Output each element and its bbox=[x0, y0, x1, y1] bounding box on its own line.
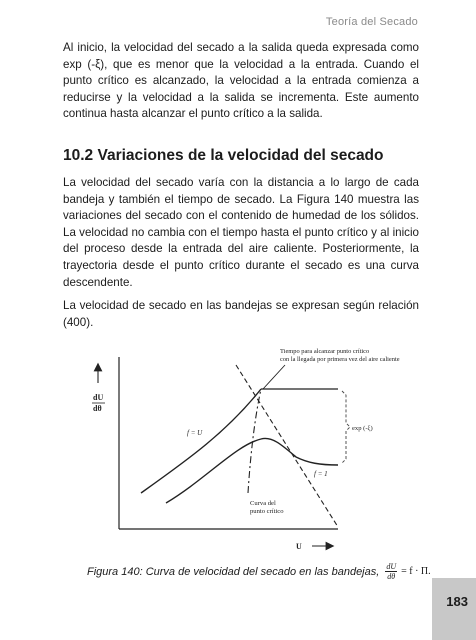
label-exp: exp (-ξ) bbox=[352, 425, 373, 432]
caption-formula bbox=[385, 562, 430, 581]
paragraph-variation: La velocidad del secado varía con la distancia a lo largo de cada bandeja y también el tiempo de secado. La Figura 140 muestra las variaciones del secado con el contenido de humedad de los sólidos. La velocidad no cambia con el tiempo hasta el punto crítico y al inicio del proceso desde la entrada del aire caliente. Posteriormente, la trayectoria desde el punto crítico durante el secado es una curva descendente. bbox=[63, 175, 419, 289]
formula-fraction bbox=[385, 562, 397, 581]
figure-140 bbox=[86, 343, 400, 557]
annotation-time-line2: con la llegada por primera vez del aire caliente bbox=[280, 356, 400, 363]
formula-rhs: = f · Π. bbox=[401, 566, 431, 577]
x-axis-label: U bbox=[296, 542, 302, 551]
label-critical-line1: Curva del bbox=[250, 500, 276, 507]
paragraph-relation: La velocidad de secado en las bandejas se expresan según relación (400). bbox=[63, 299, 419, 329]
formula-denominator: dθ bbox=[387, 572, 396, 581]
label-critical-line2: punto crítico bbox=[250, 508, 284, 515]
page-number: 183 bbox=[446, 594, 468, 609]
page-content bbox=[63, 40, 419, 338]
annotation-time-line1: Tiempo para alcanzar punto crítico bbox=[280, 348, 370, 355]
figure-caption bbox=[87, 562, 431, 581]
annotation-pointer bbox=[263, 365, 285, 389]
caption-text: Figura 140: Curva de velocidad del secado en las bandejas, bbox=[87, 565, 380, 578]
intro-paragraph: Al inicio, la velocidad del secado a la salida queda expresada como exp (-ξ), que es menor que la velocidad a la entrada. Cuando el punto crítico es alcanzado, la velocidad a la entrada comienza a reducirse y la velocidad a la salida se incrementa. Este aumento continua hasta alcanzar el punto crítico a la salida. bbox=[63, 41, 419, 121]
label-f-equals-1: f = 1 bbox=[314, 470, 328, 478]
y-axis-label-num: dU bbox=[93, 393, 104, 402]
section-heading: 10.2 Variaciones de la velocidad del secado bbox=[63, 146, 384, 164]
running-header: Teoría del Secado bbox=[325, 16, 418, 28]
exp-bracket bbox=[342, 391, 350, 463]
inlet-rising-curve bbox=[141, 389, 261, 493]
y-axis-label-den: dθ bbox=[93, 404, 102, 413]
label-f-equals-u: f = U bbox=[187, 429, 203, 437]
page-number-tab bbox=[432, 578, 476, 640]
drying-curve-diagram bbox=[86, 343, 400, 557]
formula-numerator: dU bbox=[386, 562, 397, 571]
